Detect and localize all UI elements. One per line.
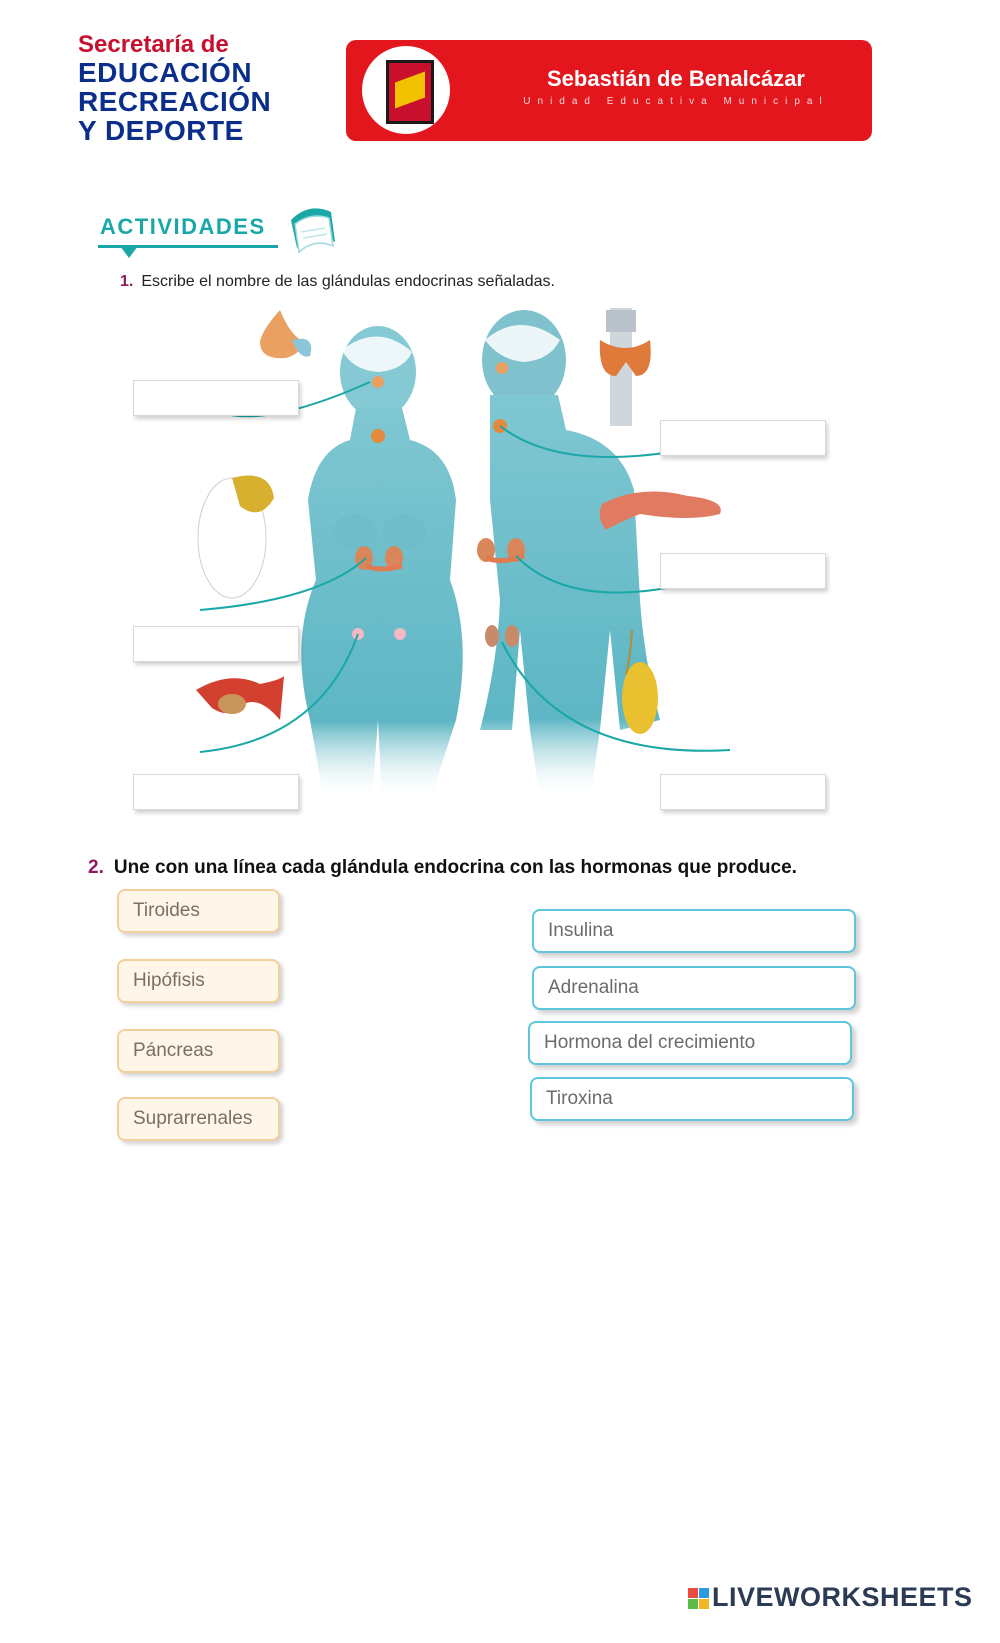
gland-tiroides[interactable]: Tiroides [117, 889, 280, 933]
answer-field-ovarios[interactable] [133, 774, 299, 810]
gland-pancreas[interactable]: Páncreas [117, 1029, 280, 1073]
question-2 [88, 857, 797, 879]
answer-field-hipofisis[interactable] [133, 380, 299, 416]
answer-field-suprarrenales[interactable] [133, 626, 299, 662]
secretaria-line-2: EDUCACIÓN [78, 57, 253, 88]
activities-notch [120, 246, 138, 258]
question-1-text: Escribe el nombre de las glándulas endocrinas señaladas. [141, 273, 555, 290]
gland-hipofisis[interactable]: Hipófisis [117, 959, 280, 1003]
pituitary-icon [260, 310, 311, 358]
secretaria-logo [78, 32, 278, 145]
notebook-icon [283, 202, 341, 260]
female-body [301, 326, 462, 800]
activities-title: ACTIVIDADES [100, 214, 266, 239]
hormone-tiroxina[interactable]: Tiroxina [530, 1077, 854, 1121]
adrenal-kidney-icon [198, 476, 274, 599]
answer-field-pancreas[interactable] [660, 553, 826, 589]
school-name: Sebastián de Benalcázar [546, 66, 805, 91]
liveworksheets-logo [688, 1582, 973, 1613]
school-subtitle: Unidad Educativa Municipal [523, 96, 829, 107]
school-emblem-icon [362, 46, 450, 134]
hormone-adrenalina[interactable]: Adrenalina [532, 966, 856, 1010]
gland-suprarrenales[interactable]: Suprarrenales [117, 1097, 280, 1141]
hormone-insulina[interactable]: Insulina [532, 909, 856, 953]
thyroid-icon [600, 308, 651, 426]
hormone-crecimiento[interactable]: Hormona del crecimiento [528, 1021, 852, 1065]
question-2-text: Une con una línea cada glándula endocrina con las hormonas que produce. [113, 857, 797, 878]
answer-field-testiculos[interactable] [660, 774, 826, 810]
answer-field-tiroides[interactable] [660, 420, 826, 456]
liveworksheets-grid-icon [688, 1588, 710, 1610]
secretaria-line-4: Y DEPORTE [78, 115, 244, 146]
secretaria-line-1: Secretaría de [78, 31, 229, 58]
secretaria-line-3: RECREACIÓN [78, 86, 272, 117]
question-2-number: 2. [88, 857, 104, 878]
ovary-icon [196, 676, 284, 720]
question-1-number: 1. [120, 273, 134, 290]
question-1 [120, 273, 555, 291]
school-banner [346, 40, 872, 141]
liveworksheets-brand: LIVEWORKSHEETS [712, 1582, 973, 1612]
